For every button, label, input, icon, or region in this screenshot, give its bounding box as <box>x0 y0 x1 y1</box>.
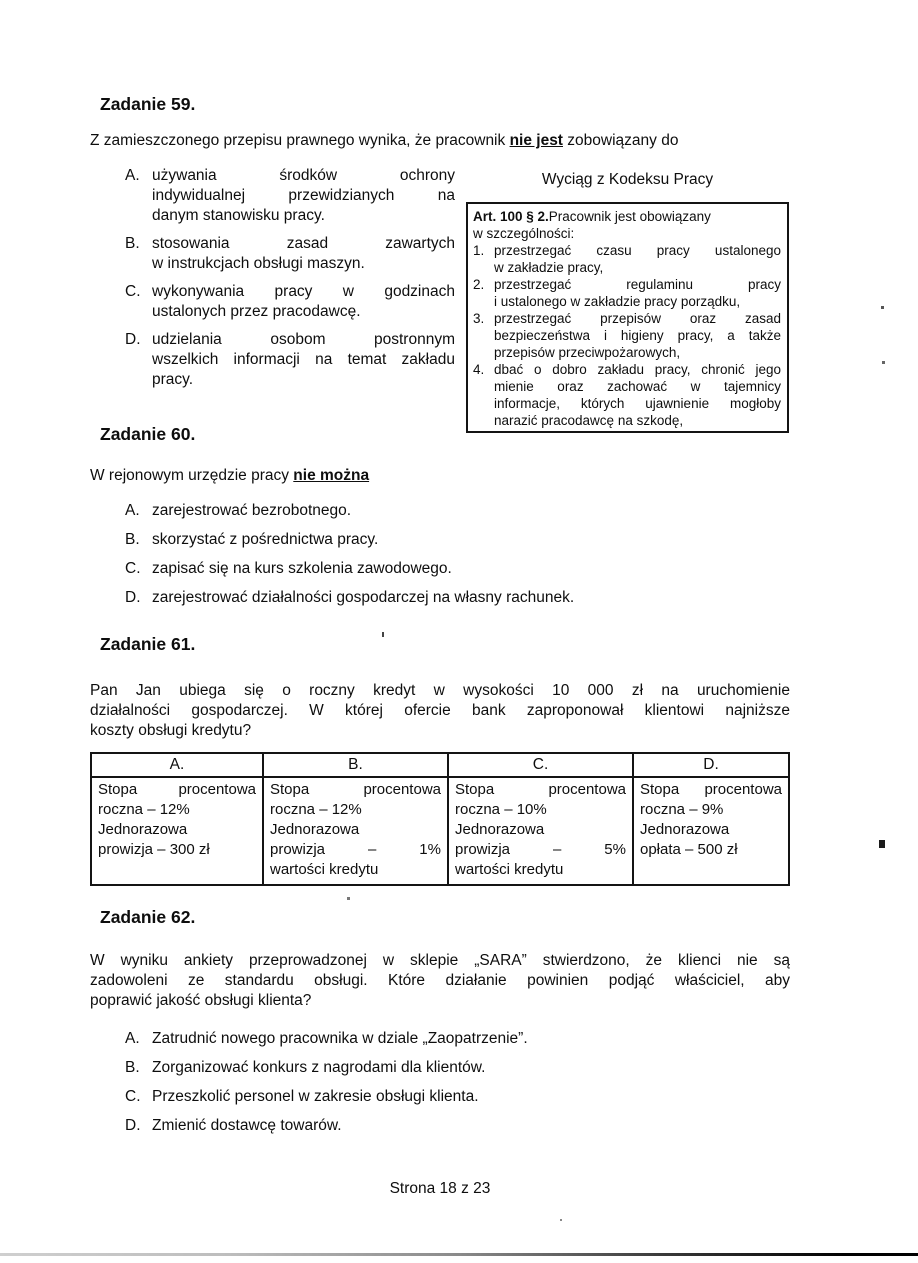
offer-text-line: Jednorazowa <box>98 821 188 838</box>
column-header-c: C. <box>448 753 633 777</box>
offer-text-line: opłata – 500 zł <box>640 841 738 858</box>
offer-text-line: Stopa procentowa <box>98 781 256 798</box>
offer-text-line: Jednorazowa <box>640 821 730 838</box>
option-text-line: danym stanowisku pracy. <box>152 207 325 224</box>
scan-artifact <box>382 632 384 637</box>
option-text-line: w instrukcjach obsługi maszyn. <box>152 255 365 272</box>
intro-line: koszty obsługi kredytu? <box>90 722 252 739</box>
offer-text-line: prowizja – 1% <box>270 841 441 858</box>
intro-line: Pan Jan ubiega się o roczny kredyt w wysokości 10 000 zł na uruchomienie <box>90 682 790 699</box>
task-60-intro-prefix: W rejonowym urzędzie pracy <box>90 467 294 484</box>
item-text-line: bezpieczeństwa i higieny pracy, a także <box>494 328 781 343</box>
table-body-row <box>91 777 789 885</box>
scan-edge-line <box>0 1253 918 1256</box>
kodeks-excerpt-box <box>466 202 789 433</box>
intro-line: zadowoleni ze standardu obsługi. Które działanie powinien podjąć właściciel, aby <box>90 972 790 989</box>
scan-artifact <box>347 897 350 900</box>
task-59-option-d <box>125 330 457 390</box>
option-letter: D. <box>125 589 141 606</box>
option-text: skorzystać z pośrednictwa pracy. <box>152 531 379 548</box>
option-text: zarejestrować działalności gospodarczej na własny rachunek. <box>152 589 575 606</box>
item-text-line: przepisów przeciwpożarowych, <box>494 345 681 360</box>
task-59-intro <box>90 131 820 151</box>
item-text-line: mienie oraz zachować w tajemnicy <box>494 379 781 394</box>
offer-text-line: roczna – 12% <box>98 801 190 818</box>
offer-text-line: Stopa procentowa <box>270 781 441 798</box>
task-62-option-a <box>125 1029 765 1049</box>
kodeks-lead-line: Art. 100 § 2.Pracownik jest obowiązany <box>473 209 711 224</box>
item-text-line: przestrzegać czasu pracy ustalonego <box>494 243 781 258</box>
task-59-title: Zadanie 59. <box>100 94 196 114</box>
task-60-intro-emphasis: nie można <box>293 467 370 484</box>
task-60-intro <box>90 466 790 486</box>
column-header-b: B. <box>263 753 448 777</box>
option-text-line: ustalonych przez pracodawcę. <box>152 303 361 320</box>
task-59-intro-prefix: Z zamieszczonego przepisu prawnego wynika, że pracownik <box>90 132 510 149</box>
intro-line: W wyniku ankiety przeprowadzonej w sklepie „SARA” stwierdzono, że klienci nie są <box>90 952 790 969</box>
task-62-option-c <box>125 1087 765 1107</box>
offer-cell-b <box>263 777 448 885</box>
item-number: 3. <box>473 311 485 326</box>
item-number: 1. <box>473 243 485 258</box>
scan-artifact <box>882 361 885 364</box>
item-text-line: i ustalonego w zakładzie pracy porządku, <box>494 294 741 309</box>
credit-offers-table <box>90 752 790 886</box>
task-59-intro-suffix: zobowiązany do <box>562 132 679 149</box>
offer-text-line: wartości kredytu <box>455 861 564 878</box>
offer-cell-a <box>91 777 263 885</box>
task-60-option-c <box>125 559 765 579</box>
column-header-a: A. <box>91 753 263 777</box>
option-text: zapisać się na kurs szkolenia zawodowego. <box>152 560 452 577</box>
task-59-option-c <box>125 282 457 322</box>
offer-text-line: Stopa procentowa <box>640 781 782 798</box>
task-62-option-d <box>125 1116 765 1136</box>
item-text-line: dbać o dobro zakładu pracy, chronić jego <box>494 362 781 377</box>
task-59-options <box>125 166 457 398</box>
option-letter: B. <box>125 1059 140 1076</box>
task-60-option-a <box>125 501 765 521</box>
offer-text-line: wartości kredytu <box>270 861 379 878</box>
scan-artifact <box>879 840 885 848</box>
offer-text-line: roczna – 12% <box>270 801 362 818</box>
task-61-intro <box>90 681 790 741</box>
page-number: Strona 18 z 23 <box>389 1180 491 1197</box>
task-60-option-b <box>125 530 765 550</box>
kodeks-caption: Wyciąg z Kodeksu Pracy <box>541 171 714 188</box>
option-letter: A. <box>125 502 140 519</box>
task-61-title: Zadanie 61. <box>100 634 196 654</box>
option-text-line: wszelkich informacji na temat zakładu <box>152 351 455 368</box>
offer-cell-d <box>633 777 789 885</box>
offer-text-line: Jednorazowa <box>455 821 545 838</box>
intro-line: działalności gospodarczej. W której ofercie bank zaproponował klientowi najniższe <box>90 702 790 719</box>
task-59-option-b <box>125 234 457 274</box>
item-number: 2. <box>473 277 485 292</box>
task-62-title: Zadanie 62. <box>100 907 196 927</box>
kodeks-item-3 <box>473 310 781 361</box>
task-59-option-a <box>125 166 457 226</box>
option-letter: B. <box>125 531 140 548</box>
item-text-line: narazić pracodawcę na szkodę, <box>494 413 684 428</box>
kodeks-item-2 <box>473 276 781 310</box>
intro-line: poprawić jakość obsługi klienta? <box>90 992 312 1009</box>
offer-text-line: prowizja – 5% <box>455 841 626 858</box>
option-text-line: pracy. <box>152 371 194 388</box>
option-letter: B. <box>125 235 140 252</box>
scan-artifact <box>881 306 884 309</box>
option-text: Zorganizować konkurs z nagrodami dla klientów. <box>152 1059 486 1076</box>
item-text-line: przestrzegać przepisów oraz zasad <box>494 311 781 326</box>
offer-text-line: Jednorazowa <box>270 821 360 838</box>
offer-text-line: roczna – 10% <box>455 801 547 818</box>
option-text: zarejestrować bezrobotnego. <box>152 502 352 519</box>
option-text-line: stosowania zasad zawartych <box>152 235 455 252</box>
item-text-line: przestrzegać regulaminu pracy <box>494 277 781 292</box>
task-60-title: Zadanie 60. <box>100 424 196 444</box>
task-60-option-d <box>125 588 765 608</box>
task-62-intro <box>90 951 790 1011</box>
option-letter: C. <box>125 283 141 300</box>
column-header-d: D. <box>633 753 789 777</box>
option-text-line: indywidualnej przewidzianych na <box>152 187 455 204</box>
option-text: Zatrudnić nowego pracownika w dziale „Zaopatrzenie”. <box>152 1030 528 1047</box>
offer-cell-c <box>448 777 633 885</box>
scan-artifact <box>560 1219 562 1221</box>
option-text: Przeszkolić personel w zakresie obsługi klienta. <box>152 1088 479 1105</box>
option-text-line: udzielania osobom postronnym <box>152 331 455 348</box>
item-text-line: w zakładzie pracy, <box>494 260 604 275</box>
kodeks-item-1 <box>473 242 781 276</box>
task-59-intro-emphasis: nie jest <box>509 132 563 149</box>
kodeks-item-4 <box>473 361 781 429</box>
option-text-line: wykonywania pracy w godzinach <box>152 283 455 300</box>
offer-text-line: prowizja – 300 zł <box>98 841 210 858</box>
offer-text-line: roczna – 9% <box>640 801 724 818</box>
option-text-line: używania środków ochrony <box>152 167 455 184</box>
table-header-row <box>91 753 789 777</box>
option-letter: A. <box>125 167 140 184</box>
option-letter: C. <box>125 1088 141 1105</box>
kodeks-lead-line: w szczególności: <box>473 226 575 241</box>
option-letter: C. <box>125 560 141 577</box>
offer-text-line: Stopa procentowa <box>455 781 626 798</box>
option-letter: D. <box>125 1117 141 1134</box>
kodeks-article-ref: Art. 100 § 2. <box>473 209 549 224</box>
item-number: 4. <box>473 362 485 377</box>
option-letter: A. <box>125 1030 140 1047</box>
item-text-line: informacje, których ujawnienie mogłoby <box>494 396 781 411</box>
option-text: Zmienić dostawcę towarów. <box>152 1117 342 1134</box>
option-letter: D. <box>125 331 141 348</box>
task-62-option-b <box>125 1058 765 1078</box>
